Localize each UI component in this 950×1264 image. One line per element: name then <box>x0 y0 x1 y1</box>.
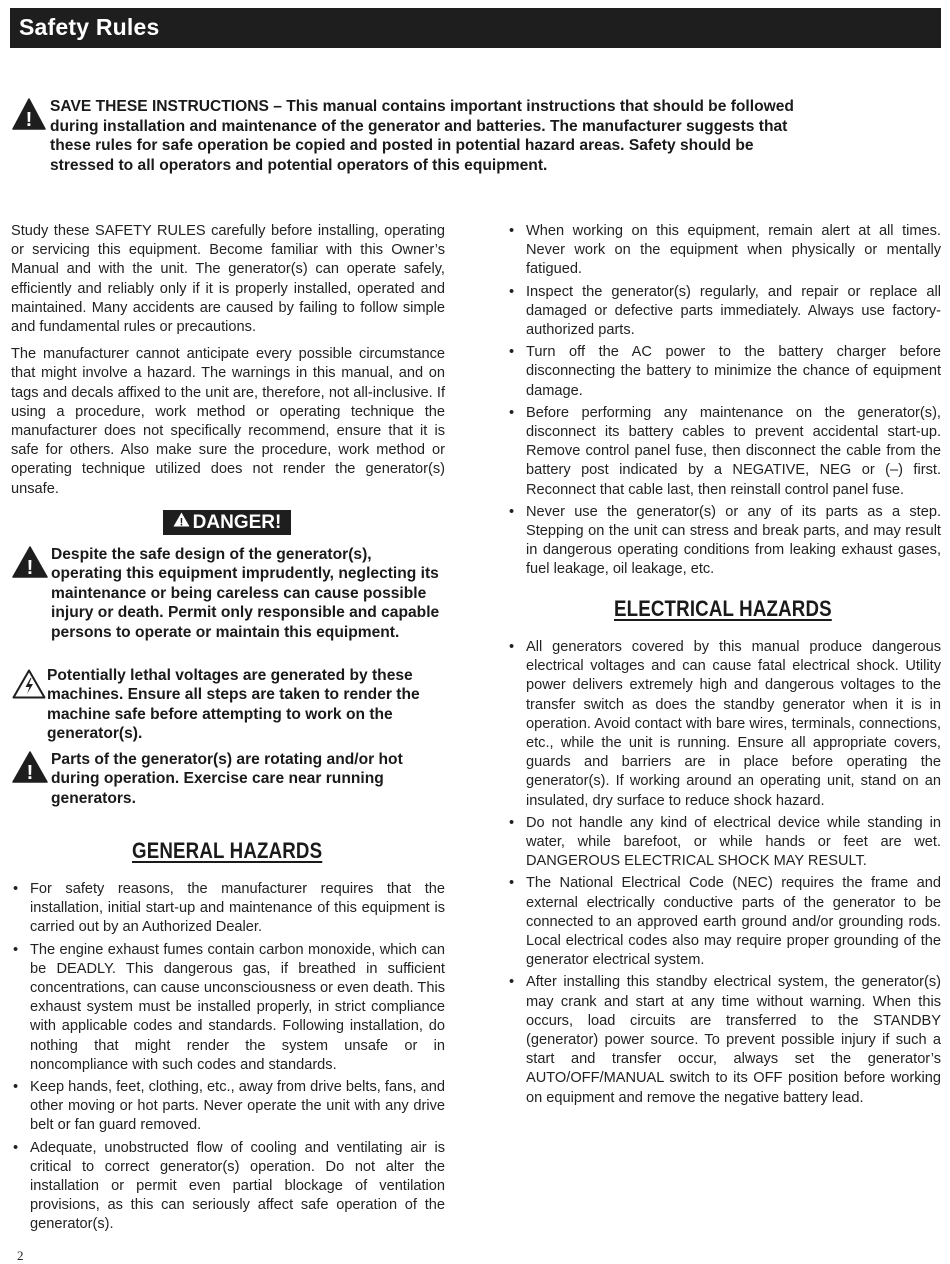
bullet-icon: • <box>509 974 515 991</box>
list-item: • All generators covered by this manual produce dangerous electrical voltages and can cause fatal electrical shock. Utility power delivers extremely high and dangerous voltages to the transfer switch as does the standby generator when it is in operation. Avoid contact with bare wires, terminals, connections, etc., while the unit is running. Ensure all appropriate covers, guards and barriers are in place before operating the generator(s). If working around an operating unit, stand on an insulated, dry surface to reduce shock hazard. <box>509 639 941 809</box>
bullet-icon: • <box>13 1079 19 1096</box>
svg-text:!: ! <box>26 557 34 578</box>
list-item: • Turn off the AC power to the battery charger before disconnecting the battery to minimize the chance of equipment damage. <box>509 344 941 399</box>
general-hazards-list <box>11 880 445 1235</box>
electrical-hazard-icon <box>12 669 46 699</box>
safety-practices-list <box>507 222 941 580</box>
bullet-icon: • <box>509 875 515 892</box>
general-hazards-heading: GENERAL HAZARDS <box>132 838 323 863</box>
electrical-hazards-list-container <box>507 638 941 1111</box>
list-item: • Keep hands, feet, clothing, etc., away from drive belts, fans, and other moving or hot parts. Never operate the unit with any drive belt or fan guard removed. <box>13 1079 445 1134</box>
warning-triangle-icon <box>12 98 46 130</box>
intro-line: SAVE THESE INSTRUCTIONS – This manual contains important instructions that should be followed <box>50 98 794 115</box>
list-item: • When working on this equipment, remain alert at all times. Never work on the equipment when physically or mentally fatigued. <box>509 223 941 278</box>
electrical-warning-text: Potentially lethal voltages are generated by these machines. Ensure all steps are taken to render the machine safe before attempting to work on the generator(s). <box>47 667 420 743</box>
list-item: • The National Electrical Code (NEC) requires the frame and external electrically conductive parts of the generator to be connected to an approved earth ground and/or grounding rods. Local electrical codes also may require proper grounding of the generator electrical system. <box>509 875 941 969</box>
svg-text:!: ! <box>25 109 33 130</box>
list-item: • Inspect the generator(s) regularly, and repair or replace all damaged or defective parts immediately. Always use factory-authorized parts. <box>509 283 941 339</box>
bullet-icon: • <box>509 283 515 300</box>
bullet-icon: • <box>509 814 515 831</box>
general-hazards-list-container <box>11 880 445 1238</box>
bullet-icon: • <box>13 941 19 958</box>
bullet-icon: • <box>13 881 19 897</box>
page-number: 2 <box>17 1248 24 1263</box>
electrical-hazards-list <box>507 638 941 1108</box>
danger-badge <box>163 510 291 535</box>
list-item: • Never use the generator(s) or any of its parts as a step. Stepping on the unit can stress and break parts, and may result in dangerous operating conditions from leaking exhaust gases, fuel leakage, oil leakage, etc. <box>509 503 941 578</box>
save-instructions-notice <box>50 97 920 175</box>
list-item: • For safety reasons, the manufacturer requires that the installation, initial start-up and maintenance of this equipment is carried out by an Authorized Dealer. <box>13 881 445 936</box>
left-column-intro <box>11 222 445 507</box>
bullet-icon: • <box>509 503 515 520</box>
bullet-icon: • <box>13 1139 19 1156</box>
danger-label: DANGER! <box>192 512 282 533</box>
intro-line: these rules for safe operation be copied and posted in potential hazard areas. Safety should be <box>50 137 754 154</box>
header-bar <box>10 8 941 48</box>
bullet-icon: • <box>509 223 515 239</box>
list-item: • The engine exhaust fumes contain carbon monoxide, which can be DEADLY. This dangerous gas, if breathed in sufficient concentrations, can cause unconsciousness or even death. This exhaust system must be installed properly, in strict compliance with applicable codes and standards. Following installation, do nothing that might render the system unsafe or in noncompliance with such codes and standards. <box>13 941 445 1073</box>
paragraph: Study these SAFETY RULES carefully before installing, operating or servicing this equipment. Become familiar with this Owner’s Manual and with the unit. The generator(s) can operate safely, efficiently and reliably only if it is properly installed, operated and maintained. Many accidents are caused by failing to follow simple and fundamental rules or precautions. <box>11 223 445 336</box>
intro-line: during installation and maintenance of the generator and batteries. The manufacturer suggests that <box>50 117 788 135</box>
page-title: Safety Rules <box>19 14 160 40</box>
list-item: • Before performing any maintenance on the generator(s), disconnect its battery cables to prevent accidental start-up. Remove control panel fuse, then disconnect the cable from the battery post indicated by a NEGATIVE, NEG or (–) first. Reconnect that cable last, then reinstall control panel fuse. <box>509 404 941 498</box>
bullet-icon: • <box>509 639 515 655</box>
electrical-hazards-heading: ELECTRICAL HAZARDS <box>614 596 832 621</box>
bullet-icon: • <box>509 344 515 361</box>
warning-triangle-icon <box>12 751 48 783</box>
right-column-top <box>507 222 941 583</box>
danger-warning-text: Despite the safe design of the generator(s), operating this equipment imprudently, neglecting its maintenance or being careless can cause possible injury or death. Permit only responsible and capable persons to operate or maintain this equipment. <box>51 546 440 641</box>
list-item: • Do not handle any kind of electrical device while standing in water, while barefoot, or while hands or feet are wet. DANGEROUS ELECTRICAL SHOCK MAY RESULT. <box>509 814 941 870</box>
warning-triangle-icon <box>173 509 190 534</box>
bullet-icon: • <box>509 404 515 421</box>
intro-line: stressed to all operators and potential operators of this equipment. <box>50 156 548 174</box>
svg-text:!: ! <box>26 762 34 783</box>
list-item: • After installing this standby electrical system, the generator(s) may crank and start at any time without warning. When this occurs, load circuits are transferred to the STANDBY (generator) power source. To prevent possible injury if such a start and transfer occur, always set the generator’s AUTO/OFF/MANUAL switch to its OFF position before working on equipment and remove the negative battery lead. <box>509 974 941 1106</box>
paragraph: The manufacturer cannot anticipate every possible circumstance that might involve a hazard. The warnings in this manual, and on tags and decals affixed to the unit are, therefore, not all-inclusive. If using a procedure, work method or operating technique the manufacturer does not specifically recommend, ensure that it is safe for others. Also make sure the procedure, work method or operating technique utilized does not render the generator(s) unsafe. <box>11 346 445 497</box>
list-item: • Adequate, unobstructed flow of cooling and ventilating air is critical to correct generator(s) operation. Do not alter the installation or permit even partial blockage of ventilation provisions, as this can seriously affect safe operation of the generator(s). <box>13 1139 445 1233</box>
svg-text:!: ! <box>179 516 183 527</box>
warning-triangle-icon <box>12 546 48 578</box>
rotating-parts-warning-text: Parts of the generator(s) are rotating and/or hot during operation. Exercise care near running generators. <box>51 751 403 807</box>
